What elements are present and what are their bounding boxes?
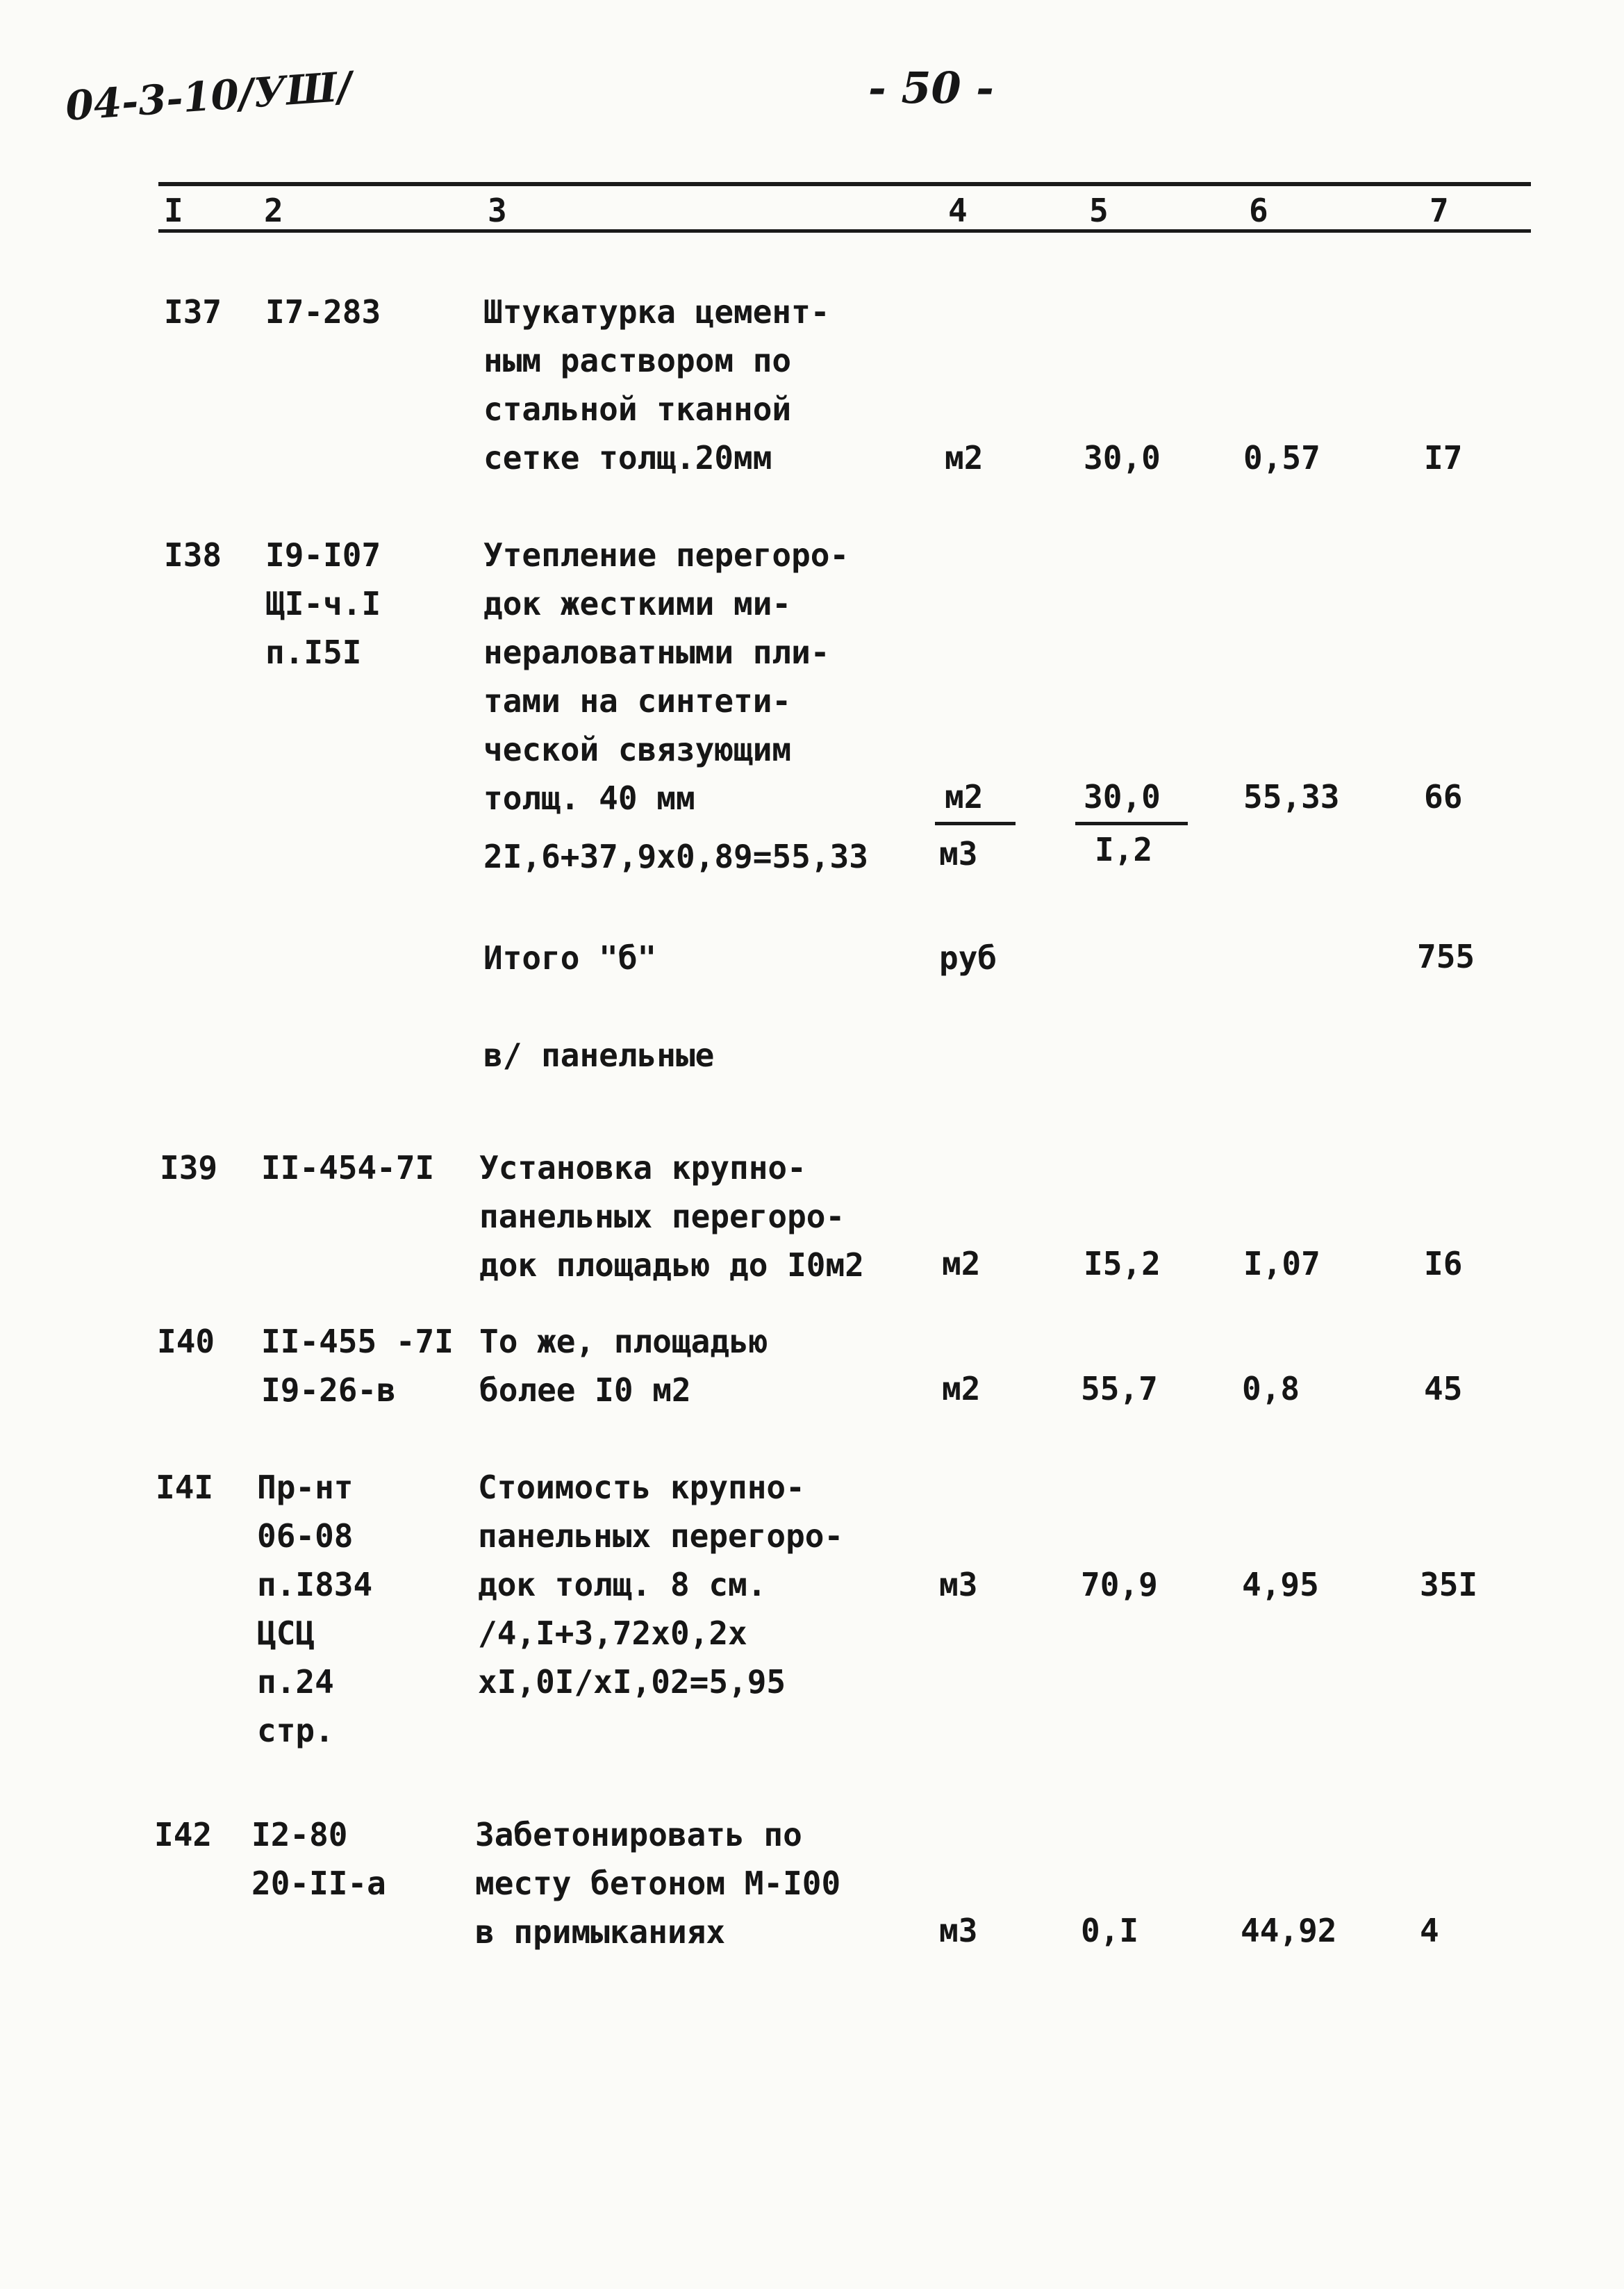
row-price: I,07 <box>1243 1245 1320 1282</box>
row-code: п.I5I <box>265 634 362 671</box>
row-code: I7-283 <box>265 293 381 331</box>
row-price: 4,95 <box>1242 1566 1319 1603</box>
row-total: I6 <box>1424 1245 1463 1282</box>
row-total: I7 <box>1424 439 1463 477</box>
header-col-2: 2 <box>264 192 283 229</box>
row-number: I38 <box>164 536 222 574</box>
row-description: док площадью до I0м2 <box>479 1246 864 1284</box>
header-col-4: 4 <box>948 192 968 229</box>
row-quantity: 70,9 <box>1081 1566 1158 1603</box>
row-unit: м3 <box>939 1912 978 1949</box>
row-description: /4,I+3,72х0,2х <box>478 1614 747 1652</box>
row-code: п.24 <box>257 1663 334 1701</box>
row-price: 0,57 <box>1243 439 1320 477</box>
row-price: 44,92 <box>1241 1912 1337 1949</box>
header-bottom-rule <box>158 229 1531 233</box>
row-unit: м2 <box>942 1370 981 1407</box>
row-number: I39 <box>160 1149 218 1187</box>
header-col-3: 3 <box>488 192 507 229</box>
subtotal-unit: руб <box>939 939 997 977</box>
row-description: док жесткими ми- <box>483 585 792 622</box>
row-code: 06-08 <box>257 1517 354 1555</box>
row-description: толщ. 40 мм <box>483 779 695 817</box>
unit-fraction-line <box>935 822 1016 825</box>
row-description: тами на синтети- <box>483 682 792 720</box>
row-code: I2-80 <box>251 1816 348 1853</box>
row-code: ЩI-ч.I <box>265 585 381 622</box>
row-code: I9-I07 <box>265 536 381 574</box>
header-col-6: 6 <box>1249 192 1268 229</box>
row-description: хI,0I/хI,02=5,95 <box>478 1663 786 1701</box>
row-quantity: 30,0 <box>1084 439 1161 477</box>
row-code: стр. <box>257 1712 334 1749</box>
row-description: ным раствором по <box>483 342 792 379</box>
row-description: в примыканиях <box>475 1913 726 1951</box>
row-unit: м3 <box>939 1566 978 1603</box>
row-total: 45 <box>1424 1370 1463 1407</box>
row-description: панельных перегоро- <box>479 1198 845 1235</box>
row-quantity: 55,7 <box>1081 1370 1158 1407</box>
row-description: более I0 м2 <box>479 1371 691 1409</box>
row-quantity: 30,0 <box>1084 778 1161 816</box>
row-description: док толщ. 8 см. <box>478 1566 767 1603</box>
row-price: 55,33 <box>1243 778 1340 816</box>
row-description: Утепление перегоро- <box>483 536 850 574</box>
row-code: Пр-нт <box>257 1469 354 1506</box>
row-code: II-455 -7I <box>261 1323 454 1360</box>
row-code: п.I834 <box>257 1566 373 1603</box>
header-top-rule <box>158 182 1531 186</box>
row-code: 20-II-а <box>251 1865 386 1902</box>
subtotal-value: 755 <box>1417 938 1475 975</box>
row-calculation: 2I,6+37,9х0,89=55,33 <box>483 838 868 875</box>
row-description: стальной тканной <box>483 390 792 428</box>
row-number: I4I <box>156 1469 214 1506</box>
row-description: панельных перегоро- <box>478 1517 844 1555</box>
row-description: Забетонировать по <box>475 1816 802 1853</box>
row-total: 35I <box>1420 1566 1478 1603</box>
row-code: II-454-7I <box>261 1149 435 1187</box>
row-description: сетке толщ.20мм <box>483 439 772 477</box>
page-number: - 50 - <box>868 63 994 113</box>
row-quantity: 0,I <box>1081 1912 1139 1949</box>
row-total: 4 <box>1420 1912 1439 1949</box>
row-unit: м2 <box>945 778 984 816</box>
subtotal-label: Итого "б" <box>483 939 657 977</box>
section-heading: в/ панельные <box>483 1036 715 1074</box>
header-col-1: I <box>164 192 183 229</box>
row-unit-secondary: м3 <box>939 835 978 873</box>
document-code: 04-3-10/УШ/ <box>64 63 354 130</box>
row-description: месту бетоном М-I00 <box>475 1865 841 1902</box>
row-unit: м2 <box>945 439 984 477</box>
row-unit: м2 <box>942 1245 981 1282</box>
row-number: I42 <box>154 1816 213 1853</box>
row-quantity-secondary: I,2 <box>1095 831 1153 868</box>
header-col-7: 7 <box>1430 192 1449 229</box>
row-description: Установка крупно- <box>479 1149 806 1187</box>
row-description: нераловатными пли- <box>483 634 830 671</box>
row-description: ческой связующим <box>483 731 792 768</box>
header-col-5: 5 <box>1089 192 1109 229</box>
row-number: I37 <box>164 293 222 331</box>
row-description: То же, площадью <box>479 1323 768 1360</box>
row-code: I9-26-в <box>261 1371 396 1409</box>
row-description: Штукатурка цемент- <box>483 293 830 331</box>
row-code: ЦСЦ <box>257 1614 315 1652</box>
row-total: 66 <box>1424 778 1463 816</box>
row-number: I40 <box>157 1323 215 1360</box>
row-price: 0,8 <box>1242 1370 1300 1407</box>
row-quantity: I5,2 <box>1084 1245 1161 1282</box>
row-description: Стоимость крупно- <box>478 1469 805 1506</box>
